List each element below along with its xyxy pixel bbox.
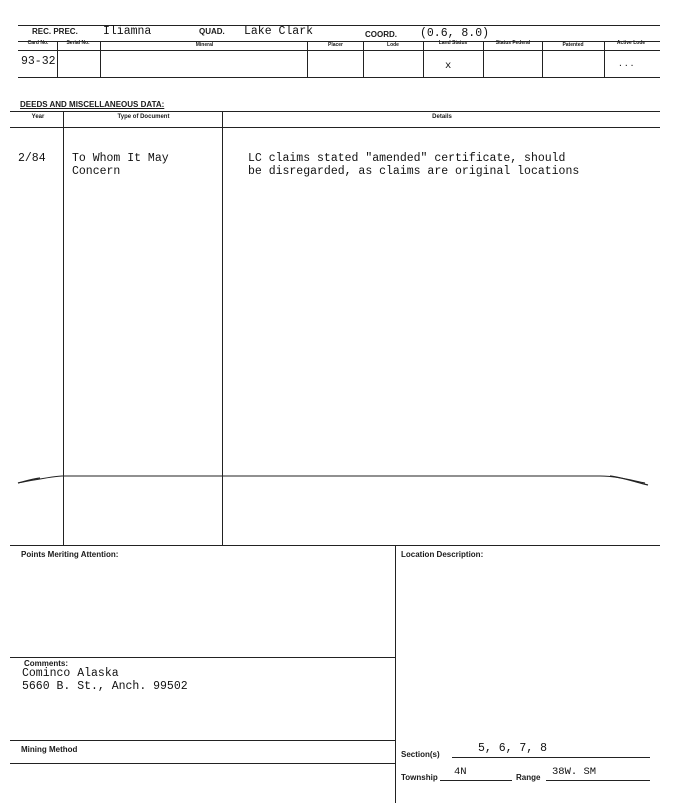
range-value: 38W. SM — [552, 766, 597, 778]
deeds-top-rule — [10, 111, 660, 112]
col-year: Year — [31, 114, 45, 120]
rec-prec-value: Iliamna — [103, 25, 152, 38]
col-lode: Lode — [387, 42, 399, 48]
divider-land — [483, 41, 484, 77]
mining-method-top-rule — [10, 740, 395, 741]
divider-serial — [100, 41, 101, 77]
comments-label: Comments: — [24, 659, 69, 668]
coord-label: COORD. — [365, 30, 397, 39]
col-patented: Patented — [562, 42, 584, 48]
quad-value: Lake Clark — [244, 25, 314, 38]
deed-details-line2: be disregarded, as claims are original locations — [248, 165, 580, 178]
rec-prec-label: REC. PREC. — [32, 27, 78, 36]
col-status-federal: Status Federal — [495, 40, 531, 46]
col-card-no: Card No. — [27, 40, 49, 46]
active-lode-mark: ... — [618, 59, 636, 68]
points-meriting-attention-label: Points Meriting Attention: — [21, 550, 119, 559]
header-bottom-rule — [18, 77, 660, 78]
coord-value: (0.6, 8.0) — [420, 27, 490, 40]
fold-line — [0, 468, 678, 492]
bottom-center-divider — [395, 545, 396, 803]
comments-line2: 5660 B. St., Anch. 99502 — [22, 680, 188, 693]
col-land-status: Land Status — [438, 40, 468, 46]
comments-top-rule — [10, 657, 395, 658]
deed-type-line1: To Whom It May — [72, 152, 169, 165]
col-active-lode: Active Lode — [616, 40, 646, 46]
col-serial-no: Serial No. — [66, 40, 90, 46]
township-label: Township — [401, 773, 438, 782]
deeds-header-rule — [10, 127, 660, 128]
col-mineral: Mineral — [195, 42, 214, 48]
comments-line1: Cominco Alaska — [22, 667, 119, 680]
deed-type-line2: Concern — [72, 165, 121, 178]
township-value: 4N — [454, 766, 467, 778]
col-details: Details — [432, 114, 452, 120]
land-status-mark: x — [445, 60, 452, 72]
divider-patented — [604, 41, 605, 77]
sections-label: Section(s) — [401, 750, 440, 759]
divider-status — [542, 41, 543, 77]
col-placer: Placer — [327, 42, 343, 48]
deed-year: 2/84 — [18, 152, 46, 165]
divider-lode — [423, 41, 424, 77]
divider-card — [57, 41, 58, 77]
colhead-bottom-rule — [18, 50, 660, 51]
divider-placer — [363, 41, 364, 77]
col-type-of-document: Type of Document — [117, 114, 170, 120]
quad-label: QUAD. — [199, 27, 225, 36]
mining-method-bottom-rule — [10, 763, 395, 764]
range-label: Range — [516, 773, 541, 782]
location-description-label: Location Description: — [401, 550, 484, 559]
mining-method-label: Mining Method — [21, 745, 78, 754]
divider-mineral — [307, 41, 308, 77]
township-underline — [440, 769, 512, 781]
deed-details-line1: LC claims stated "amended" certificate, should — [248, 152, 566, 165]
bottom-top-rule — [10, 545, 660, 546]
deeds-section-title: DEEDS AND MISCELLANEOUS DATA: — [20, 100, 165, 109]
sections-value: 5, 6, 7, 8 — [478, 742, 548, 755]
card-no-value: 93-32 — [21, 55, 56, 68]
